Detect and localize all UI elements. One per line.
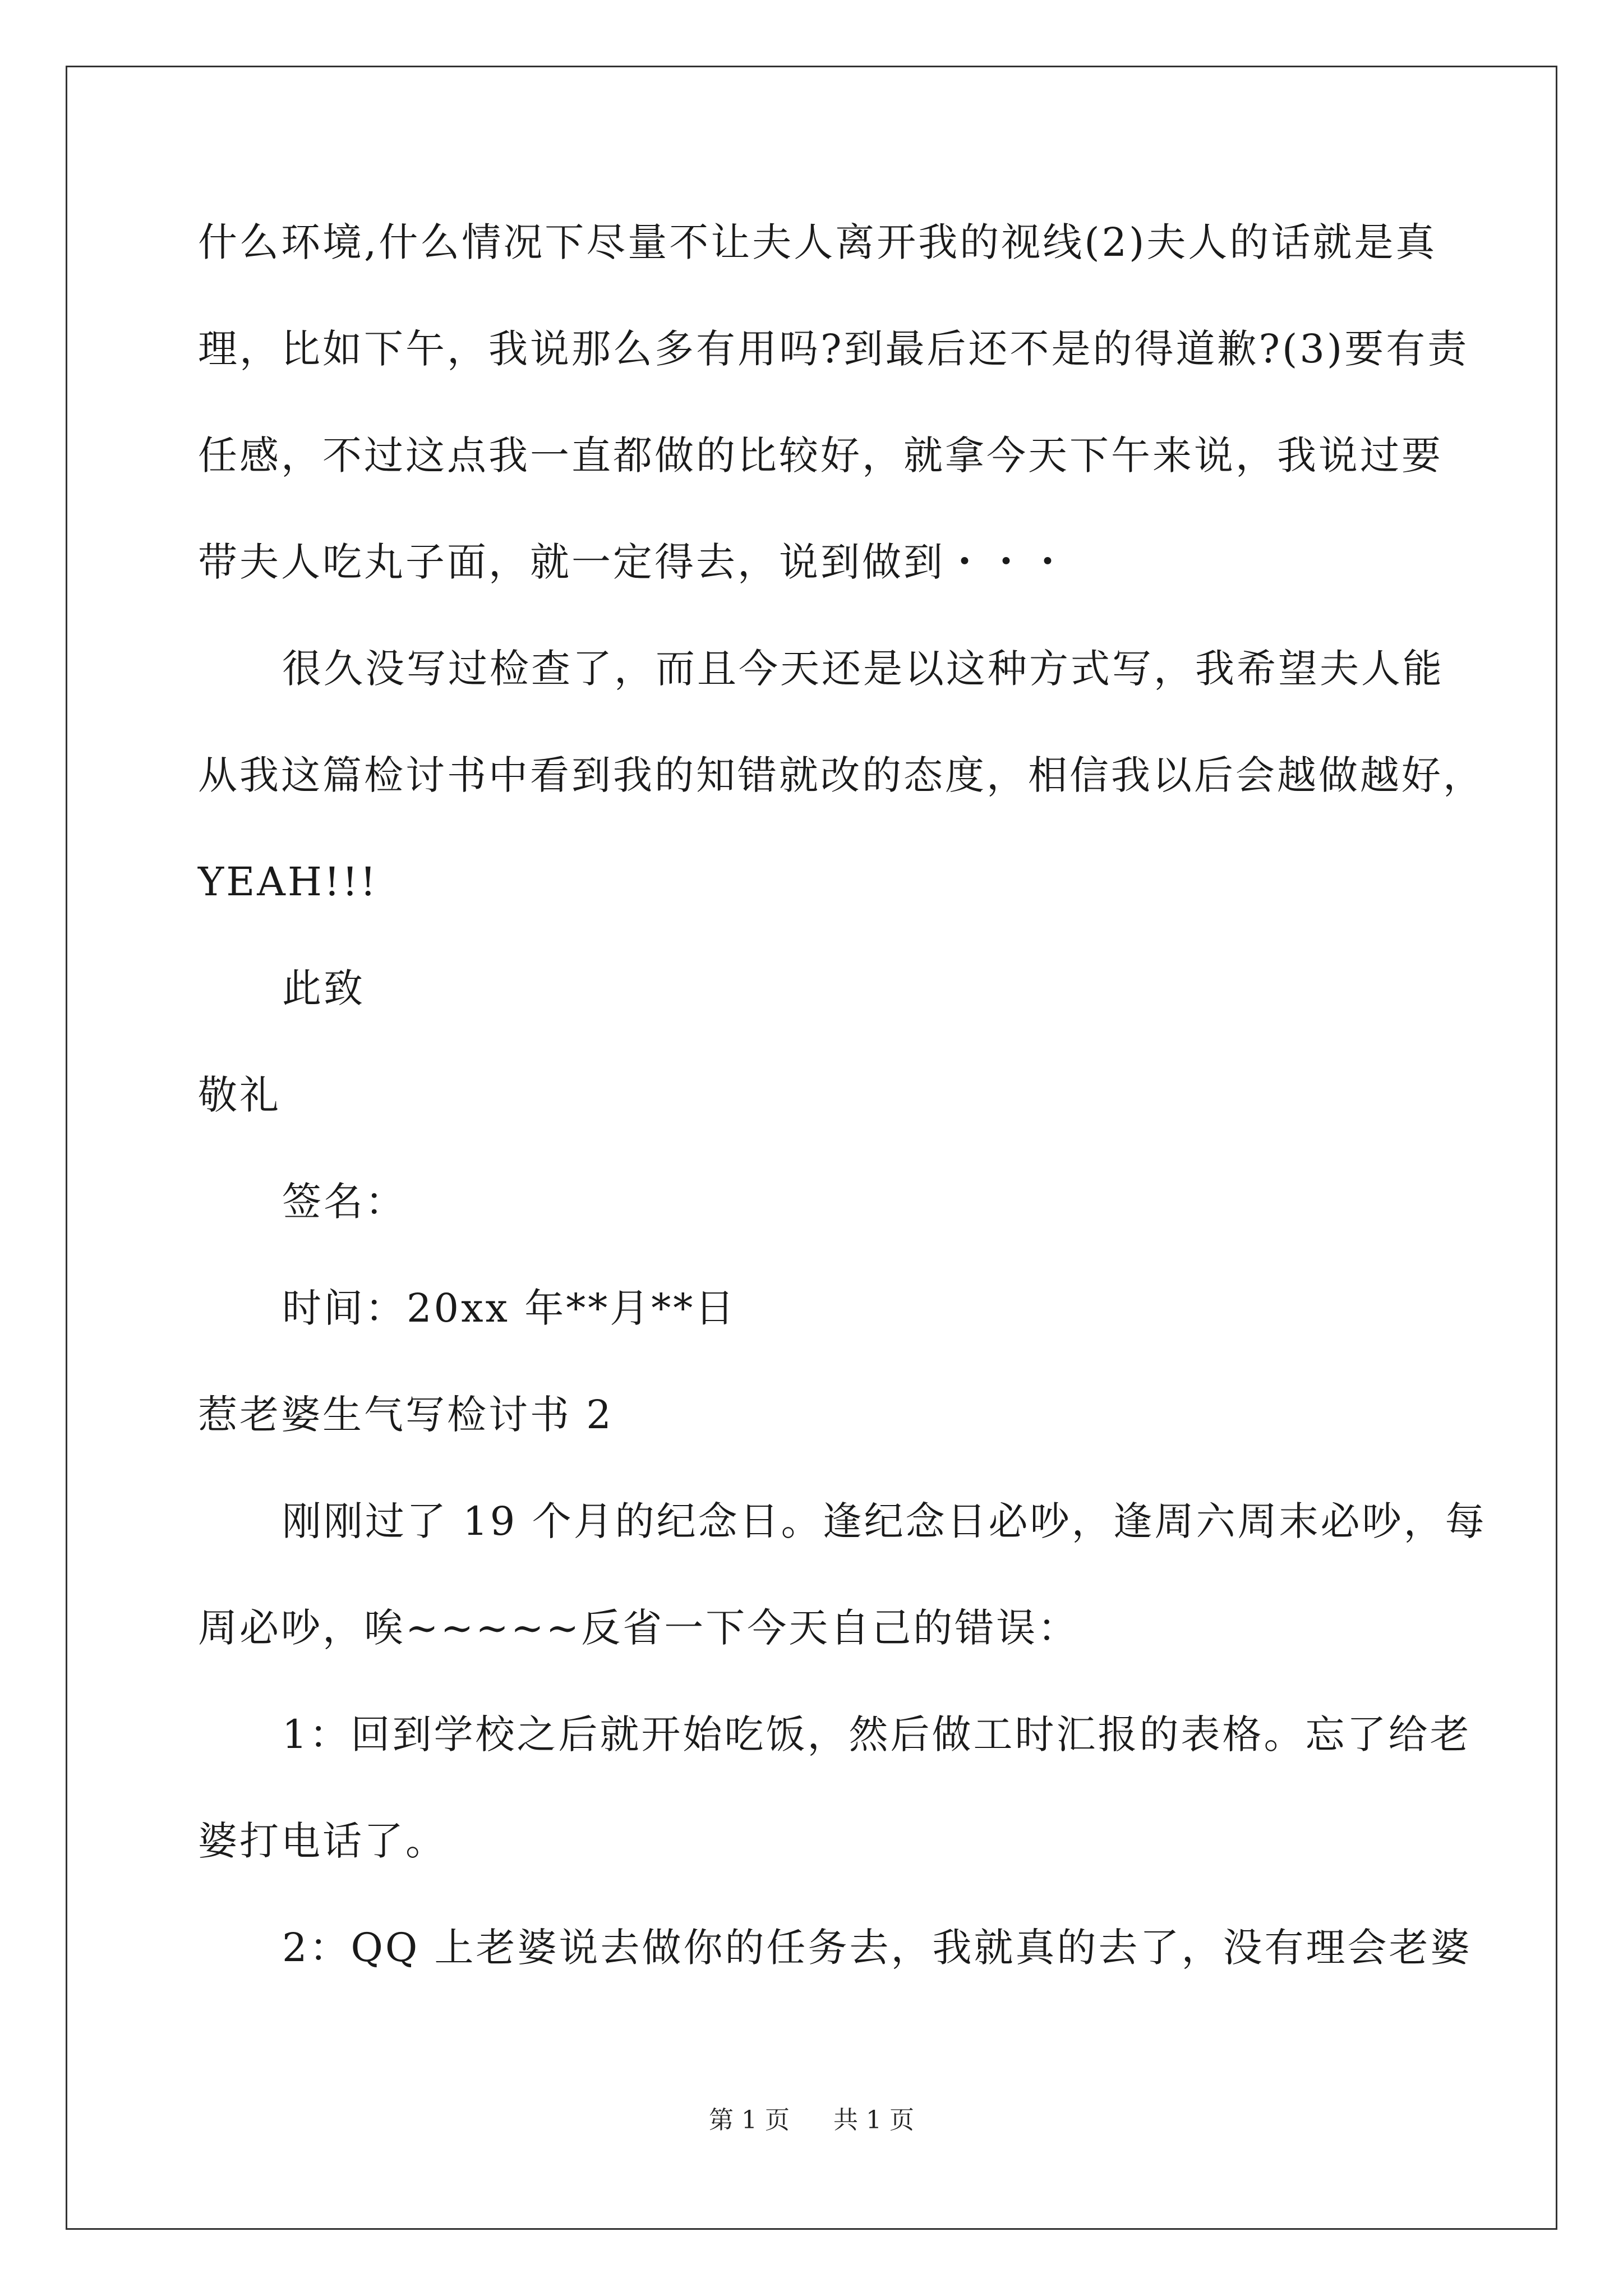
text-line: 1：回到学校之后就开始吃饭，然后做工时汇报的表格。忘了给老 xyxy=(282,1711,1472,1757)
date-line: 时间：20xx 年**月**日 xyxy=(282,1285,737,1331)
closing-salutation: 此致 xyxy=(282,965,365,1011)
text-line: YEAH!!! xyxy=(198,859,379,905)
text-line: 2：QQ 上老婆说去做你的任务去，我就真的去了，没有理会老婆 xyxy=(282,1925,1472,1971)
signature-label: 签名： xyxy=(282,1179,407,1225)
text-line: 从我这篇检讨书中看到我的知错就改的态度，相信我以后会越做越好， xyxy=(198,752,1484,798)
page-footer xyxy=(0,2104,1623,2137)
page-total: 共 1 页 xyxy=(833,2106,914,2134)
text-line: 周必吵，唉~~~~~反省一下今天自己的错误： xyxy=(198,1605,1080,1651)
closing-regards: 敬礼 xyxy=(198,1072,281,1118)
section-heading: 惹老婆生气写检讨书 2 xyxy=(198,1392,614,1438)
text-line: 婆打电话了。 xyxy=(198,1818,447,1864)
text-line: 刚刚过了 19 个月的纪念日。逢纪念日必吵，逢周六周末必吵，每 xyxy=(282,1498,1487,1544)
text-line: 理，比如下午，我说那么多有用吗?到最后还不是的得道歉?(3)要有责 xyxy=(198,326,1469,372)
page-border xyxy=(66,66,1557,2230)
page-number: 第 1 页 xyxy=(709,2106,790,2134)
text-line: 任感，不过这点我一直都做的比较好，就拿今天下午来说，我说过要 xyxy=(198,432,1443,478)
text-line: 什么环境,什么情况下尽量不让夫人离开我的视线(2)夫人的话就是真 xyxy=(198,219,1437,265)
text-line: 带夫人吃丸子面，就一定得去，说到做到・・・ xyxy=(198,539,1069,585)
text-line: 很久没写过检查了，而且今天还是以这种方式写，我希望夫人能 xyxy=(282,646,1444,692)
